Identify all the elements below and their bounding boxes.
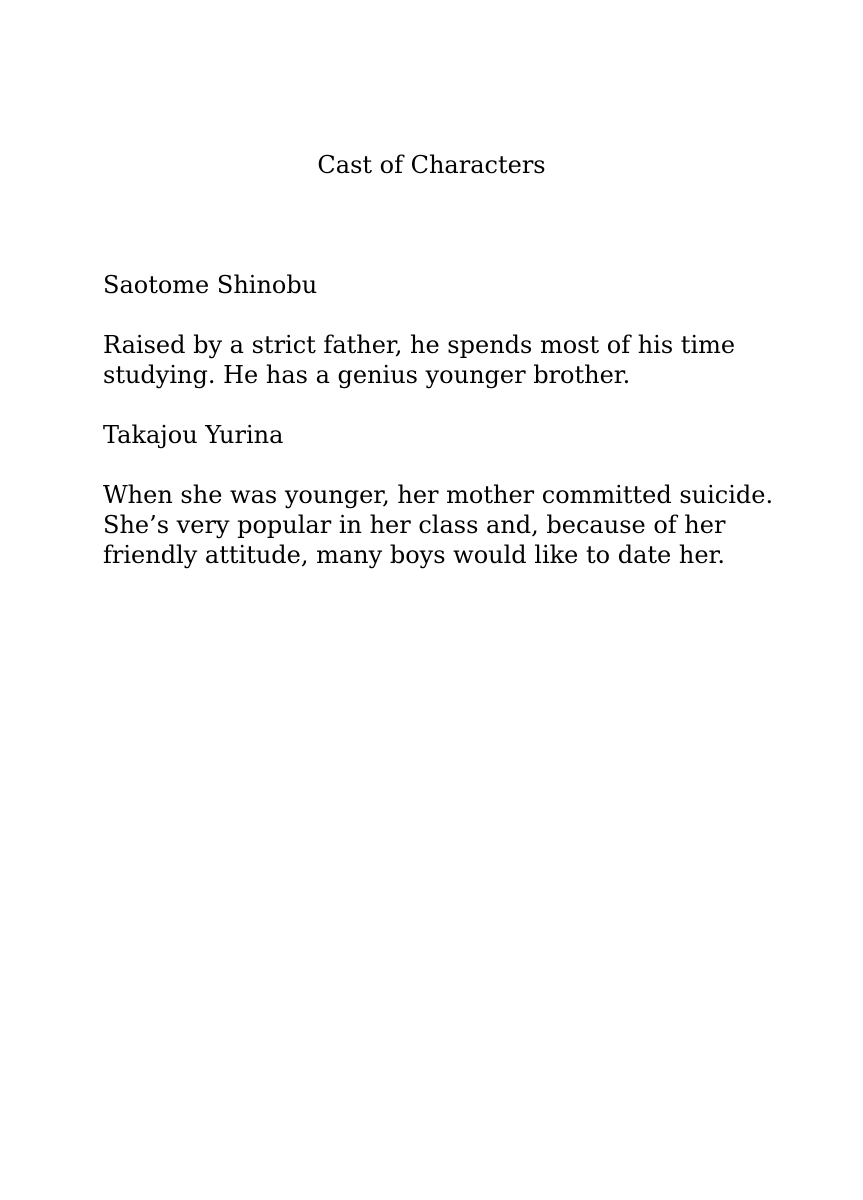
character-description-takajou-yurina <box>103 480 803 570</box>
character-name-takajou-yurina: Takajou Yurina <box>103 421 284 449</box>
description-line: When she was younger, her mother committed suicide. <box>103 481 774 509</box>
character-name-saotome-shinobu: Saotome Shinobu <box>103 271 318 299</box>
description-line: friendly attitude, many boys would like to date her. <box>103 541 725 569</box>
description-line: Raised by a strict father, he spends most of his time <box>103 331 736 359</box>
description-line: She’s very popular in her class and, because of her <box>103 511 726 539</box>
page-title: Cast of Characters <box>317 151 546 179</box>
description-line: studying. He has a genius younger brother. <box>103 361 631 389</box>
character-description-saotome-shinobu <box>103 330 803 390</box>
